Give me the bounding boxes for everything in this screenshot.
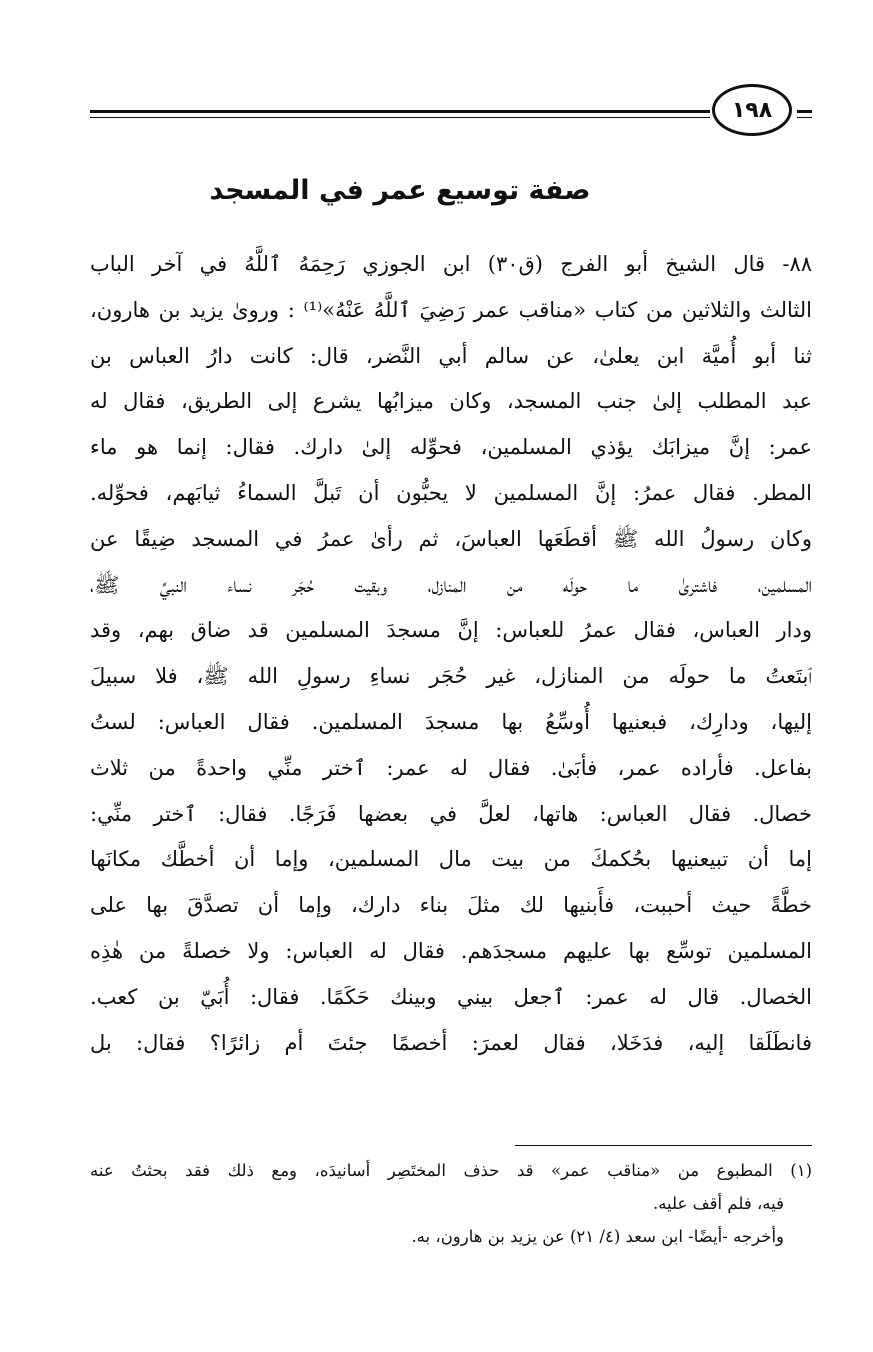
footnotes (90, 1154, 812, 1253)
text-line: خطَّةً حيث أحببت، فأَبنيها لك مثلَ بناء دارك، وإما أن تصدَّقَ بها على (90, 893, 812, 918)
text-line: فانطَلَقا إليه، فدَخَلا، فقال لعمرَ: أخصمًا جئتَ أم زائرًا؟ فقال: بل (90, 1030, 812, 1055)
text-line: خصال. فقال العباس: هاتها، لعلَّ في بعضها فَرَجًا. فقال: ٱختر منِّي: (90, 801, 812, 826)
text-line: ٨٨- قال الشيخ أبو الفرج (ق٣٠) ابن الجوزي رَحِمَهُ ٱللَّهُ في آخر الباب (90, 252, 812, 276)
main-text (90, 242, 812, 1066)
text-line: بفاعل. فأراده عمر، فأبَىٰ. فقال له عمر: ٱختر منِّي واحدةً من ثلاث (90, 755, 812, 780)
footnote-line: فيه، فلم أقف عليه. (652, 1194, 784, 1213)
header-rule-thin (90, 117, 710, 118)
text-line: إليها، ودارِك، فبعنيها أُوسِّعُ بها مسجدَ المسلمين. فقال العباس: لستُ (90, 709, 812, 734)
text-line: وكان رسولُ الله ﷺ أقطَعَها العباسَ، ثم رأىٰ عمرُ في المسجد ضِيقًا عن (90, 526, 812, 551)
header-rule-thick (90, 110, 710, 113)
header-rule-thick-right (797, 110, 812, 113)
text-line: إما أن تبيعنيها بحُكمكَ من بيت مال المسلمين، وإما أن أخطَّك مكانَها (90, 847, 812, 872)
footnote-separator (515, 1145, 812, 1146)
text-line: ودار العباس، فقال عمرُ للعباس: إنَّ مسجدَ المسلمين قد ضاق بهم، وقد (90, 618, 812, 643)
text-line: الخصال. قال له عمر: ٱجعل بيني وبينك حَكَمًا. فقال: أُبَيّ بن كعب. (90, 984, 812, 1009)
footnote-line: وأخرجه -أيضًا- ابن سعد (٤/ ٢١) عن يزيد بن هارون، به. (411, 1227, 784, 1246)
text-line: المطر. فقال عمرُ: إنَّ المسلمين لا يحبُّون أن تَبلَّ السماءُ ثيابَهم، فحوِّله. (90, 480, 812, 505)
text-line: ٱبتَعتُ ما حولَه من المنازل، غير حُجَر نساءِ رسولِ الله ﷺ، فلا سبيلَ (90, 664, 812, 689)
page-number: ١٩٨ (712, 84, 792, 136)
text-line: ثنا أبو أُميَّة ابن يعلىٰ، عن سالم أبي النَّضر، قال: كانت دارُ العباس بن (90, 343, 812, 368)
text-line: المسلمين توسِّع بها عليهم مسجدَهم. فقال له العباس: ولا خصلةً من هٰذِه (90, 938, 812, 963)
chapter-title: صفة توسيع عمر في المسجد (209, 175, 591, 206)
text-line: عبد المطلب إلىٰ جنب المسجد، وكان ميزابُها يشرع إلى الطريق، فقال له (90, 389, 812, 414)
text-line: الثالث والثلاثين من كتاب «مناقب عمر رَضِيَ ٱللَّهُ عَنْهُ»⁽¹⁾ : وروىٰ يزيد بن هارون، (90, 297, 812, 322)
footnote-line: (١) المطبوع من «مناقب عمر» قد حذف المختَصِر أسانيدَه، ومع ذلك فقد بحثتُ عنه (90, 1161, 812, 1180)
header-rule-thin-right (797, 117, 812, 118)
text-line: عمر: إنَّ ميزابَك يؤذي المسلمين، فحوِّله إلىٰ دارك. فقال: إنما هو ماء (90, 435, 812, 460)
text-line: المسلمين، فاشترىٰ ما حولَه من المنازل، وبقيت حُجَر نساء النبيِّ ﷺ، (90, 572, 812, 597)
